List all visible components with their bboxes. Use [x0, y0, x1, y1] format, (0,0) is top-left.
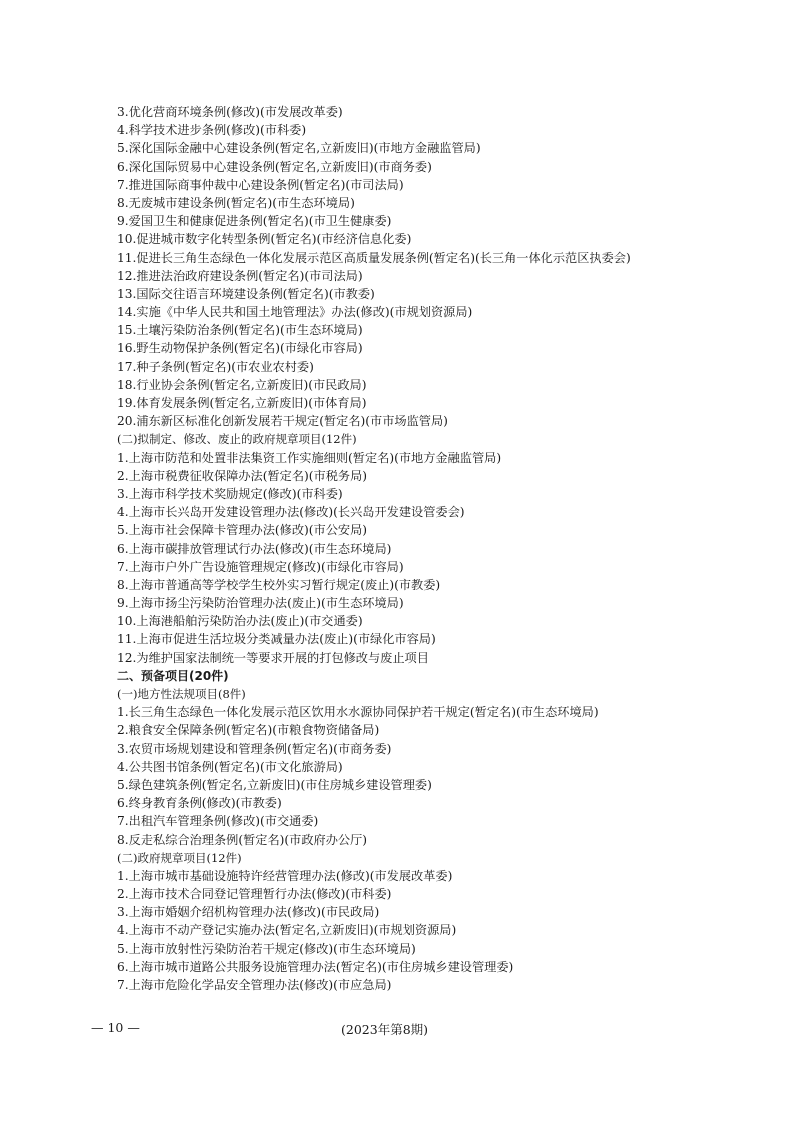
list-item: 17.种子条例(暂定名)(市农业农村委) — [117, 359, 314, 374]
list-item: 8.无废城市建设条例(暂定名)(市生态环境局) — [117, 195, 355, 210]
list-item: 10.上海港船舶污染防治办法(废止)(市交通委) — [117, 614, 363, 629]
list-item: 7.上海市户外广告设施管理规定(修改)(市绿化市容局) — [117, 559, 404, 574]
list-item: 1.长三角生态绿色一体化发展示范区饮用水水源协同保护若干规定(暂定名)(市生态环境局) — [117, 705, 599, 720]
list-item: 20.浦东新区标准化创新发展若干规定(暂定名)(市市场监管局) — [117, 414, 448, 429]
list-item: 10.促进城市数字化转型条例(暂定名)(市经济信息化委) — [117, 232, 412, 247]
list-item: 7.上海市危险化学品安全管理办法(修改)(市应急局) — [117, 978, 392, 993]
list-item: 3.上海市科学技术奖励规定(修改)(市科委) — [117, 486, 343, 501]
list-item: 4.公共图书馆条例(暂定名)(市文化旅游局) — [117, 759, 343, 774]
list-item: 2.上海市税费征收保障办法(暂定名)(市税务局) — [117, 468, 368, 483]
list-item: 2.粮食安全保障条例(暂定名)(市粮食物资储备局) — [117, 723, 380, 738]
list-item: 4.科学技术进步条例(修改)(市科委) — [117, 123, 307, 138]
list-item: 9.爱国卫生和健康促进条例(暂定名)(市卫生健康委) — [117, 214, 392, 229]
list-item: 7.出租汽车管理条例(修改)(市交通委) — [117, 814, 319, 829]
section-subheading: (一)地方性法规项目(8件) — [117, 687, 246, 702]
document-body — [91, 103, 716, 994]
list-item: 19.体育发展条例(暂定名,立新废旧)(市体育局) — [117, 396, 367, 411]
list-item: 8.上海市普通高等学校学生校外实习暂行规定(废止)(市教委) — [117, 577, 441, 592]
list-item: 4.上海市长兴岛开发建设管理办法(修改)(长兴岛开发建设管委会) — [117, 505, 465, 520]
section-subheading: (二)拟制定、修改、废止的政府规章项目(12件) — [117, 432, 357, 447]
list-item: 2.上海市技术合同登记管理暂行办法(修改)(市科委) — [117, 887, 392, 902]
list-item: 1.上海市城市基础设施特许经营管理办法(修改)(市发展改革委) — [117, 868, 453, 883]
list-item: 16.野生动物保护条例(暂定名)(市绿化市容局) — [117, 341, 363, 356]
list-item: 1.上海市防范和处置非法集资工作实施细则(暂定名)(市地方金融监管局) — [117, 450, 502, 465]
list-item: 7.推进国际商事仲裁中心建设条例(暂定名)(市司法局) — [117, 177, 404, 192]
list-item: 8.反走私综合治理条例(暂定名)(市政府办公厅) — [117, 832, 368, 847]
list-item: 14.实施《中华人民共和国土地管理法》办法(修改)(市规划资源局) — [117, 305, 473, 320]
list-item: 9.上海市扬尘污染防治管理办法(废止)(市生态环境局) — [117, 596, 404, 611]
list-item: 3.农贸市场规划建设和管理条例(暂定名)(市商务委) — [117, 741, 392, 756]
list-item: 3.优化营商环境条例(修改)(市发展改革委) — [117, 105, 343, 119]
list-item: 4.上海市不动产登记实施办法(暂定名,立新废旧)(市规划资源局) — [117, 923, 457, 938]
list-item: 5.上海市放射性污染防治若干规定(修改)(市生态环境局) — [117, 941, 416, 956]
list-item: 6.上海市城市道路公共服务设施管理办法(暂定名)(市住房城乡建设管理委) — [117, 959, 514, 974]
section-subheading: (二)政府规章项目(12件) — [117, 850, 242, 865]
list-item: 5.深化国际金融中心建设条例(暂定名,立新废旧)(市地方金融监管局) — [117, 141, 481, 156]
issue-label: (2023年第8期) — [341, 1022, 429, 1037]
list-item: 5.上海市社会保障卡管理办法(修改)(市公安局) — [117, 523, 368, 538]
list-item: 12.为维护国家法制统一等要求开展的打包修改与废止项目 — [117, 650, 429, 665]
list-item: 12.推进法治政府建设条例(暂定名)(市司法局) — [117, 268, 363, 283]
list-item: 5.绿色建筑条例(暂定名,立新废旧)(市住房城乡建设管理委) — [117, 777, 432, 792]
section-heading: 二、预备项目(20件) — [117, 668, 229, 683]
list-item: 6.深化国际贸易中心建设条例(暂定名,立新废旧)(市商务委) — [117, 159, 432, 174]
list-item: 6.上海市碳排放管理试行办法(修改)(市生态环境局) — [117, 541, 392, 556]
list-item: 18.行业协会条例(暂定名,立新废旧)(市民政局) — [117, 377, 367, 392]
list-item: 13.国际交往语言环境建设条例(暂定名)(市教委) — [117, 286, 375, 301]
page-number: — 10 — — [91, 1020, 140, 1035]
list-item: 11.促进长三角生态绿色一体化发展示范区高质量发展条例(暂定名)(长三角一体化示范区执委会) — [117, 250, 631, 265]
list-item: 11.上海市促进生活垃圾分类减量办法(废止)(市绿化市容局) — [117, 632, 436, 647]
list-item: 6.终身教育条例(修改)(市教委) — [117, 796, 282, 811]
list-item: 15.土壤污染防治条例(暂定名)(市生态环境局) — [117, 323, 363, 338]
page-footer — [91, 1020, 716, 1040]
list-item: 3.上海市婚姻介绍机构管理办法(修改)(市民政局) — [117, 905, 380, 920]
